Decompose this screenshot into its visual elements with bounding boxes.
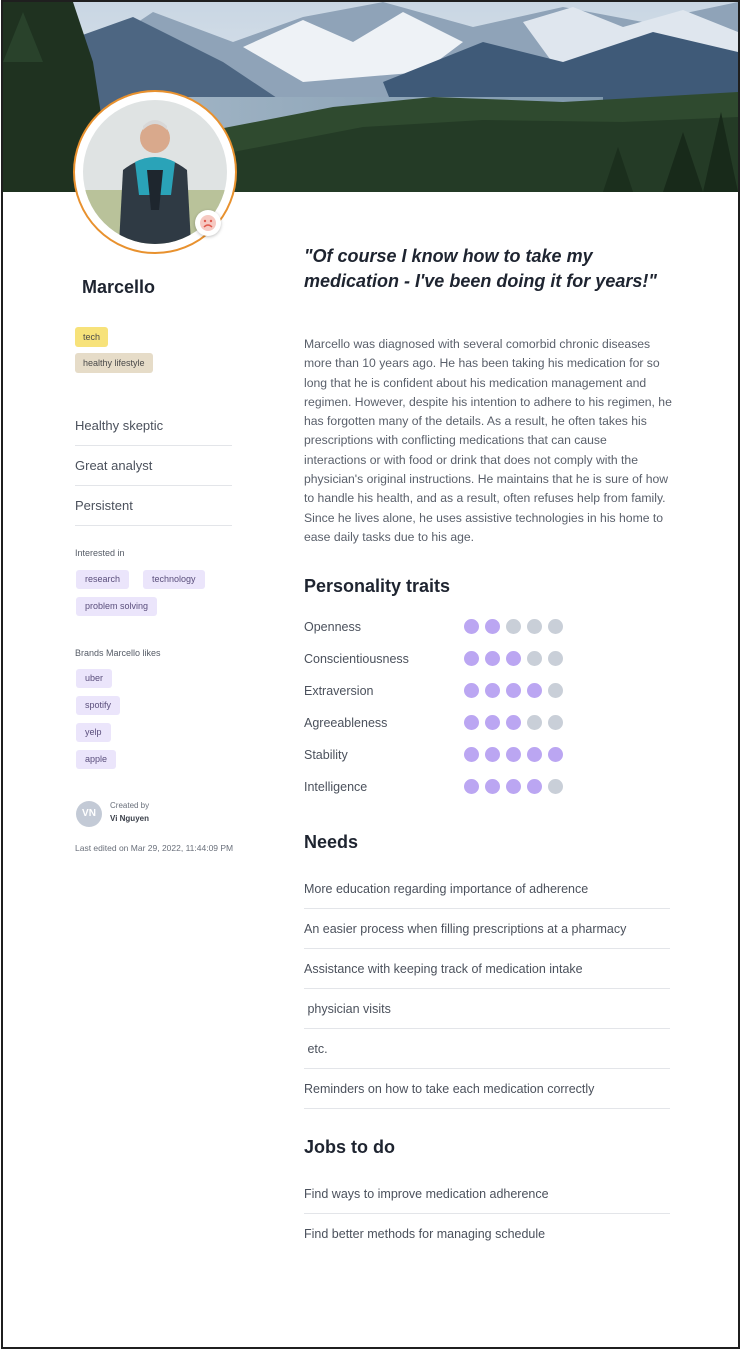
last-edited: Last edited on Mar 29, 2022, 11:44:09 PM: [75, 843, 234, 853]
trait-item: Healthy skeptic: [75, 406, 232, 446]
need-item: More education regarding importance of adherence: [304, 869, 670, 909]
tag-tech: tech: [75, 327, 108, 347]
personality-rating: [464, 683, 563, 698]
persona-quote: "Of course I know how to take my medication - I've been doing it for years!": [304, 246, 657, 291]
rating-dot-filled: [506, 715, 521, 730]
brand-chip: apple: [76, 750, 116, 769]
rating-dot-filled: [506, 683, 521, 698]
rating-dot-empty: [548, 715, 563, 730]
brand-chip: uber: [76, 669, 112, 688]
rating-dot-filled: [527, 683, 542, 698]
rating-dot-filled: [506, 651, 521, 666]
brand-chip: spotify: [76, 696, 120, 715]
rating-dot-filled: [527, 747, 542, 762]
personality-rating: [464, 747, 563, 762]
rating-dot-filled: [506, 747, 521, 762]
need-item: Reminders on how to take each medication correctly: [304, 1069, 670, 1109]
personality-label: Stability: [304, 748, 348, 762]
rating-dot-empty: [527, 619, 542, 634]
rating-dot-filled: [485, 683, 500, 698]
need-item: An easier process when filling prescriptions at a pharmacy: [304, 909, 670, 949]
personality-label: Conscientiousness: [304, 652, 409, 666]
rating-dot-filled: [485, 651, 500, 666]
personality-rating: [464, 619, 563, 634]
trait-item: Great analyst: [75, 446, 232, 486]
rating-dot-filled: [485, 715, 500, 730]
rating-dot-filled: [485, 779, 500, 794]
jobs-title: Jobs to do: [304, 1137, 395, 1157]
job-item: Find better methods for managing schedule: [304, 1227, 546, 1241]
persona-name: Marcello: [82, 277, 156, 297]
rating-dot-empty: [548, 683, 563, 698]
rating-dot-filled: [464, 651, 479, 666]
rating-dot-filled: [464, 683, 479, 698]
creator-label: Created by: [110, 801, 150, 810]
interests-label: Interested in: [75, 548, 125, 558]
job-item: Find ways to improve medication adherence: [304, 1174, 670, 1214]
persona-card: [1, 0, 740, 1349]
rating-dot-filled: [464, 747, 479, 762]
rating-dot-filled: [548, 747, 563, 762]
persona-bio: Marcello was diagnosed with several comorbid chronic diseases more than 10 years ago. He has been taking his medication for so long that he is confident about his medication management and regimen. However, despite his intention to adhere to his regimen, he has forgotten many of the details. As a result, he often takes his prescriptions with conflicting medications that can cause interactions or with food or drink that does not comply with the physician's original instructions. He maintains that he is sure of how to handle his health, and as a result, often refuses help from family. Since he lives alone, he uses assistive technologies in his home to ease daily tasks due to his age.: [304, 337, 672, 544]
rating-dot-filled: [464, 715, 479, 730]
rating-dot-filled: [485, 619, 500, 634]
needs-title: Needs: [304, 832, 359, 852]
rating-dot-filled: [506, 779, 521, 794]
rating-dot-filled: [527, 779, 542, 794]
interest-chip: research: [76, 570, 129, 589]
personality-title: Personality traits: [304, 576, 451, 596]
personality-rating: [464, 651, 563, 666]
personality-label: Intelligence: [304, 780, 368, 794]
personality-rating: [464, 715, 563, 730]
frown-face-icon: [195, 210, 221, 236]
avatar: [73, 90, 237, 254]
rating-dot-empty: [527, 651, 542, 666]
tag-healthy-lifestyle: healthy lifestyle: [75, 353, 153, 373]
brand-chip: yelp: [76, 723, 111, 742]
trait-item: Persistent: [75, 486, 232, 526]
creator-avatar: VN: [76, 801, 102, 827]
need-item: physician visits: [304, 989, 670, 1029]
personality-label: Openness: [304, 620, 361, 634]
interest-chip: problem solving: [76, 597, 157, 616]
need-item: Assistance with keeping track of medication intake: [304, 949, 670, 989]
rating-dot-filled: [485, 747, 500, 762]
interest-chip: technology: [143, 570, 205, 589]
rating-dot-filled: [464, 619, 479, 634]
brands-label: Brands Marcello likes: [75, 648, 161, 658]
need-item: etc.: [304, 1029, 670, 1069]
rating-dot-empty: [506, 619, 521, 634]
personality-rating: [464, 779, 563, 794]
rating-dot-filled: [464, 779, 479, 794]
rating-dot-empty: [527, 715, 542, 730]
personality-label: Agreeableness: [304, 716, 388, 730]
rating-dot-empty: [548, 779, 563, 794]
creator-name: Vi Nguyen: [110, 814, 149, 823]
personality-label: Extraversion: [304, 684, 374, 698]
rating-dot-empty: [548, 619, 563, 634]
rating-dot-empty: [548, 651, 563, 666]
